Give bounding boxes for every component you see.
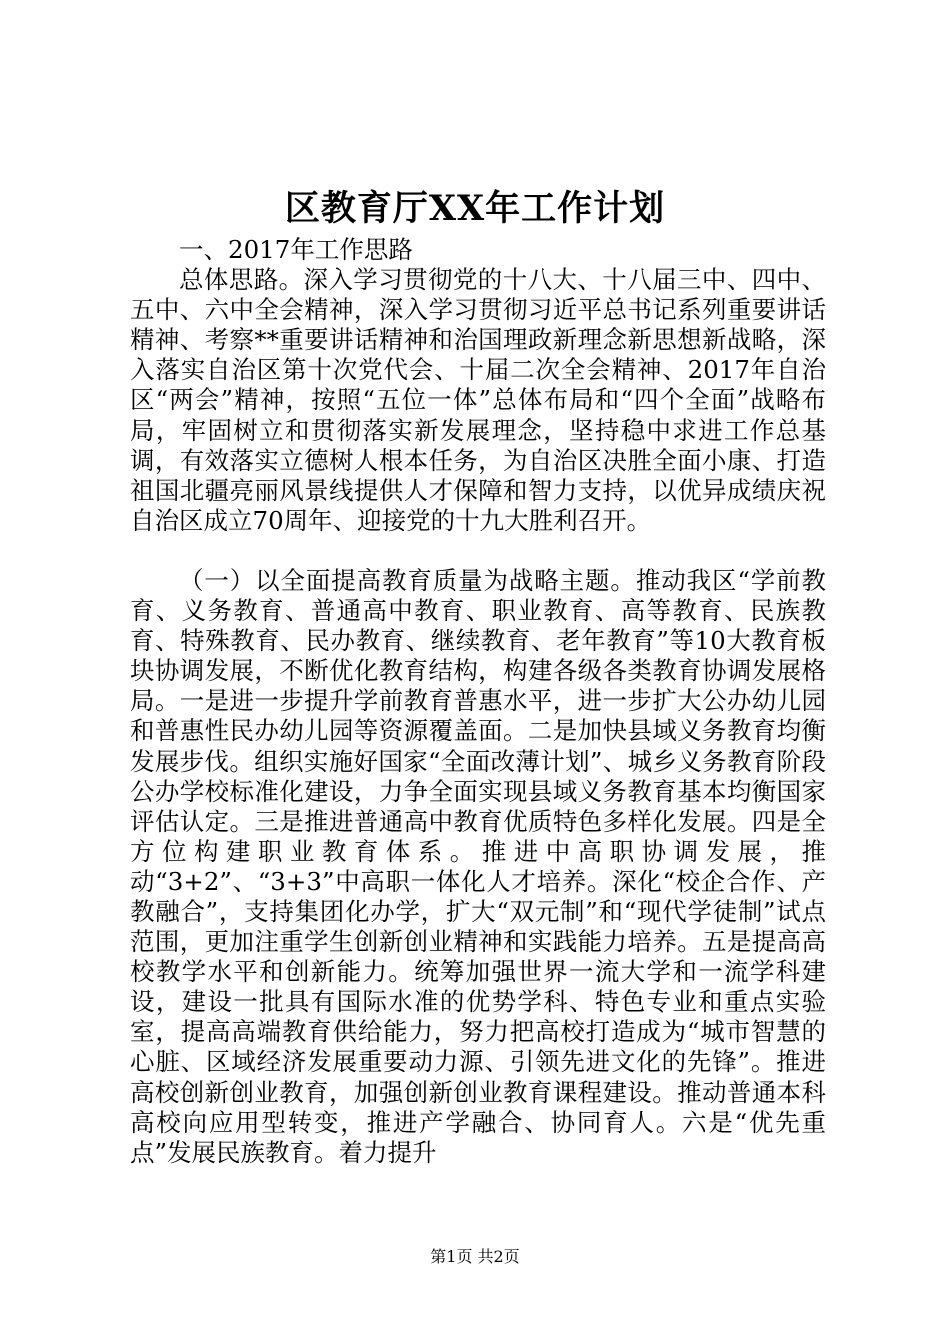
document-body bbox=[130, 235, 826, 1168]
body-paragraph: 总体思路。深入学习贯彻党的十八大、十八届三中、四中、五中、六中全会精神，深入学习贯彻习近平总书记系列重要讲话精神、考察**重要讲话精神和治国理政新理念新思想新战略，深入落实自治区第十次党代会、十届二次全会精神、2017年自治区“两会”精神，按照“五位一体”总体布局和“四个全面”战略布局，牢固树立和贯彻落实新发展理念，坚持稳中求进工作总基调，有效落实立德树人根本任务，为自治区决胜全面小康、打造祖国北疆亮丽风景线提供人才保障和智力支持，以优异成绩庆祝自治区成立70周年、迎接党的十九大胜利召开。 bbox=[130, 265, 826, 535]
body-paragraph: （一）以全面提高教育质量为战略主题。推动我区“学前教育、义务教育、普通高中教育、职业教育、高等教育、民族教育、特殊教育、民办教育、继续教育、老年教育”等10大教育板块协调发展，不断优化教育结构，构建各级各类教育协调发展格局。一是进一步提升学前教育普惠水平，进一步扩大公办幼儿园和普惠性民办幼儿园等资源覆盖面。二是加快县域义务教育均衡发展步伐。组织实施好国家“全面改薄计划”、城乡义务教育阶段公办学校标准化建设，力争全面实现县域义务教育基本均衡国家评估认定。三是推进普通高中教育优质特色多样化发展。四是全方位构建职业教育体系。推进中高职协调发展，推动“3+2”、“3+3”中高职一体化人才培养。深化“校企合作、产教融合”，支持集团化办学，扩大“双元制”和“现代学徒制”试点范围，更加注重学生创新创业精神和实践能力培养。五是提高高校教学水平和创新能力。统筹加强世界一流大学和一流学科建设，建设一批具有国际水准的优势学科、特色专业和重点实验室，提高高端教育供给能力，努力把高校打造成为“城市智慧的心脏、区域经济发展重要动力源、引领先进文化的先锋”。推进高校创新创业教育，加强创新创业教育课程建设。推动普通本科高校向应用型转变，推进产学融合、协同育人。六是“优先重点”发展民族教育。着力提升 bbox=[130, 565, 826, 1167]
page-number-footer: 第1页 共2页 bbox=[430, 1247, 520, 1266]
section-heading: 一、2017年工作思路 bbox=[179, 235, 413, 264]
document-title: 区教育厅XX年工作计划 bbox=[284, 188, 666, 229]
